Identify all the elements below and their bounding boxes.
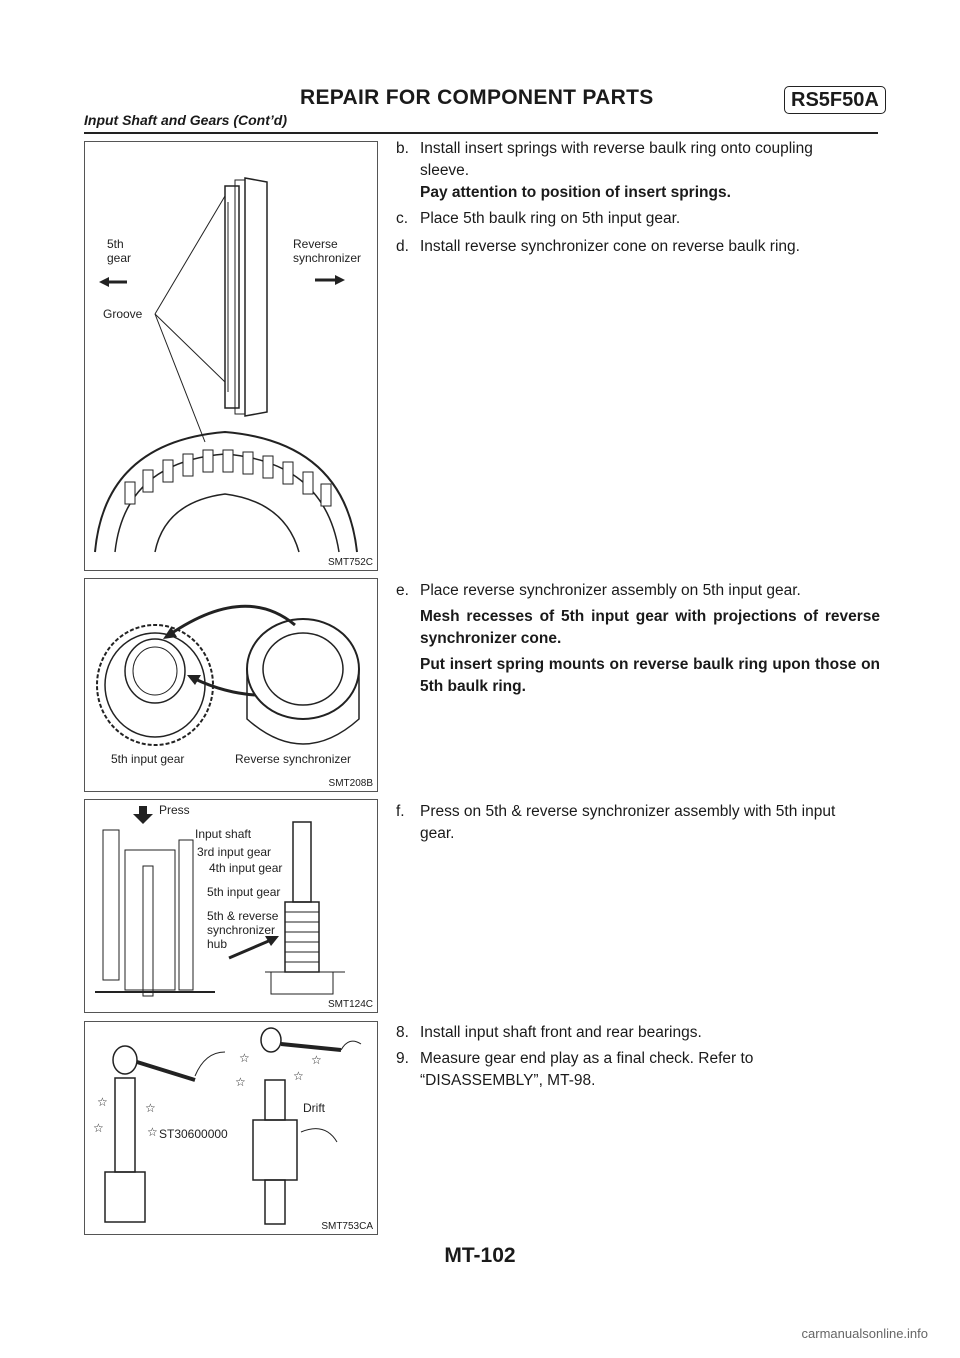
svg-text:☆: ☆ — [293, 1069, 304, 1083]
model-badge: RS5F50A — [784, 86, 886, 114]
figure-smt753ca — [84, 1021, 378, 1235]
svg-text:☆: ☆ — [97, 1095, 108, 1109]
fig1-label-reverse: Reverse — [293, 237, 338, 251]
step-f-cont: gear. — [420, 825, 455, 842]
synchronizer-groove-illustration — [85, 142, 379, 572]
step-c — [396, 208, 880, 230]
fig2-label-reverse-synchronizer: Reverse synchronizer — [235, 752, 352, 766]
page-subtitle: Input Shaft and Gears (Cont’d) — [84, 112, 287, 128]
step-d-text: Install reverse synchronizer cone on reverse baulk ring. — [420, 238, 800, 255]
fig3-label-5th-reverse: 5th & reverse — [207, 909, 279, 923]
step-8-text: Install input shaft front and rear bearings. — [420, 1024, 702, 1041]
figure-smt124c — [84, 799, 378, 1013]
svg-text:☆: ☆ — [145, 1101, 156, 1115]
step-f-text: Press on 5th & reverse synchronizer assembly with 5th input — [420, 803, 836, 820]
fig3-label-hub: hub — [207, 937, 228, 951]
fig3-label-4th-input-gear: 4th input gear — [209, 861, 283, 875]
press-assembly-illustration — [85, 800, 379, 1014]
step-e-text: Place reverse synchronizer assembly on 5th input gear. — [420, 582, 801, 599]
fig2-label-5th-input-gear: 5th input gear — [111, 752, 185, 766]
step-e — [396, 580, 880, 602]
figure-code: SMT752C — [327, 557, 373, 568]
step-b — [396, 138, 880, 182]
svg-text:☆: ☆ — [239, 1051, 250, 1065]
step-e-note-2: Put insert spring mounts on reverse baulk ring upon those on 5th baulk ring. — [420, 656, 880, 695]
step-9 — [396, 1048, 880, 1092]
fig3-label-5th-input-gear: 5th input gear — [207, 885, 281, 899]
svg-text:☆: ☆ — [147, 1125, 158, 1139]
step-f — [396, 801, 880, 845]
gear-synchronizer-illustration — [85, 579, 379, 793]
step-d-label: d. — [396, 238, 409, 255]
fig4-label-tool-number: ST30600000 — [159, 1127, 228, 1141]
figure-smt208b — [84, 578, 378, 792]
figure-code: SMT208B — [328, 778, 373, 789]
fig4-label-drift: Drift — [303, 1101, 325, 1115]
page-section-title: REPAIR FOR COMPONENT PARTS — [300, 86, 654, 109]
step-e-note-1: Mesh recesses of 5th input gear with projections of reverse synchronizer cone. — [420, 608, 880, 647]
fig1-label-5th: 5th — [107, 237, 124, 251]
header-divider — [84, 132, 878, 134]
step-b-cont: sleeve. — [420, 162, 470, 179]
fig3-label-press: Press — [159, 803, 190, 817]
bearing-install-illustration — [85, 1022, 379, 1236]
figure-code: SMT753CA — [321, 1221, 373, 1232]
step-b-text: Install insert springs with reverse baulk ring onto coupling — [420, 140, 813, 157]
step-9-text: Measure gear end play as a final check. Refer to — [420, 1050, 754, 1067]
step-8 — [396, 1022, 880, 1044]
step-d — [396, 236, 880, 258]
fig1-label-gear: gear — [107, 251, 132, 265]
page-number: MT-102 — [444, 1244, 516, 1267]
watermark: carmanualsonline.info — [801, 1326, 928, 1341]
step-e-label: e. — [396, 582, 409, 599]
figure-smt752c — [84, 141, 378, 571]
fig3-label-input-shaft: Input shaft — [195, 827, 252, 841]
step-9-cont: “DISASSEMBLY”, MT-98. — [420, 1072, 596, 1089]
step-b-label: b. — [396, 140, 409, 157]
fig1-label-groove: Groove — [103, 307, 143, 321]
step-f-label: f. — [396, 803, 405, 820]
fig3-label-synchronizer: synchronizer — [207, 923, 276, 937]
step-c-label: c. — [396, 210, 409, 227]
fig1-label-synchronizer: synchronizer — [293, 251, 362, 265]
step-c-text: Place 5th baulk ring on 5th input gear. — [420, 210, 681, 227]
step-8-label: 8. — [396, 1024, 409, 1041]
figure-code: SMT124C — [327, 999, 373, 1010]
svg-text:☆: ☆ — [235, 1075, 246, 1089]
svg-text:☆: ☆ — [93, 1121, 104, 1135]
step-9-label: 9. — [396, 1050, 409, 1067]
svg-text:☆: ☆ — [311, 1053, 322, 1067]
step-b-note: Pay attention to position of insert springs. — [420, 184, 731, 201]
fig3-label-3rd-input-gear: 3rd input gear — [197, 845, 272, 859]
